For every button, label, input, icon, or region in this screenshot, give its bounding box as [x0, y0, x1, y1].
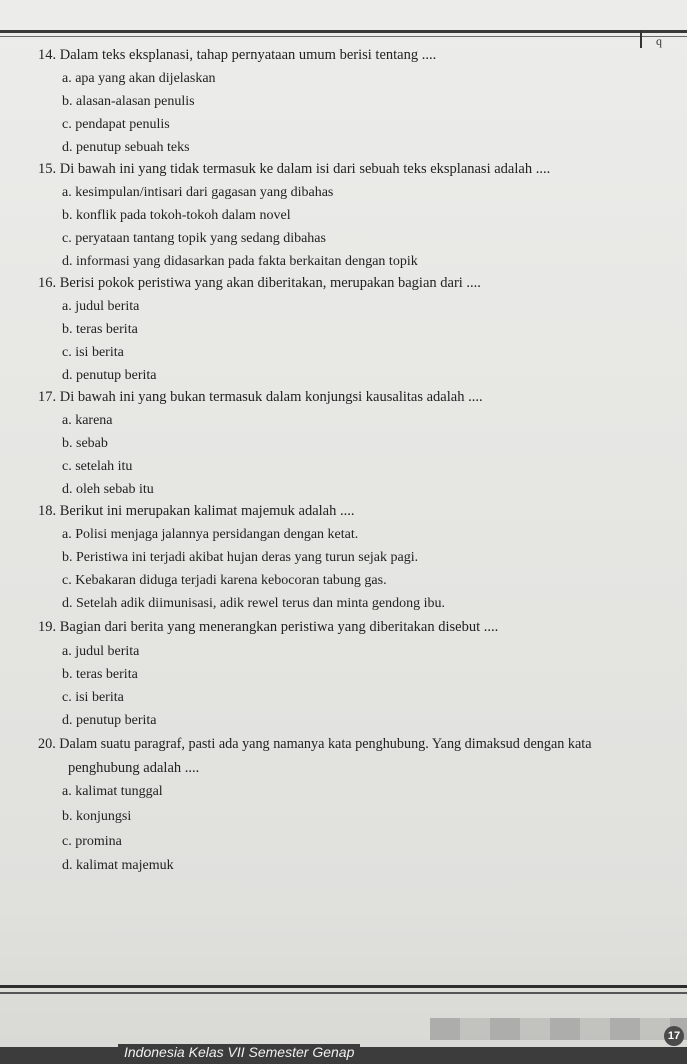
- question-text: Dalam suatu paragraf, pasti ada yang namanya kata penghubung. Yang dimaksud dengan kata: [59, 736, 592, 752]
- option: [62, 805, 131, 828]
- option-text: kalimat majemuk: [76, 858, 174, 873]
- option-text: konflik pada tokoh-tokoh dalam novel: [76, 208, 291, 223]
- question-number: 20.: [38, 736, 56, 752]
- option-letter: a.: [62, 185, 72, 200]
- option-letter: b.: [62, 322, 73, 337]
- option-letter: a.: [62, 644, 72, 659]
- option-letter: a.: [62, 527, 72, 542]
- option-text: judul berita: [75, 644, 140, 659]
- option: [62, 364, 156, 387]
- option-letter: d.: [62, 140, 73, 155]
- option: [62, 90, 195, 113]
- option-text: kesimpulan/intisari dari gagasan yang dibahas: [75, 185, 334, 200]
- question-number: 18.: [38, 503, 57, 519]
- option-text: Setelah adik diimunisasi, adik rewel terus dan minta gendong ibu.: [76, 596, 445, 611]
- option-letter: a.: [62, 413, 72, 428]
- question-text: Berikut ini merupakan kalimat majemuk adalah ....: [59, 503, 355, 519]
- question-text: Bagian dari berita yang menerangkan peristiwa yang diberitakan disebut ....: [59, 619, 499, 635]
- option: [62, 523, 358, 546]
- question-15: [38, 158, 550, 181]
- question-number: 14.: [38, 47, 57, 63]
- option-letter: a.: [62, 71, 72, 86]
- option-letter: b.: [62, 436, 73, 451]
- option-text: penutup berita: [76, 713, 157, 728]
- option-text: kalimat tunggal: [75, 784, 163, 799]
- option-letter: a.: [62, 299, 72, 314]
- option-text: promina: [75, 834, 122, 849]
- option-letter: c.: [62, 117, 72, 132]
- option-letter: d.: [62, 254, 73, 269]
- option-text: Kebakaran diduga terjadi karena kebocoran tabung gas.: [75, 573, 387, 588]
- option-text: konjungsi: [76, 809, 132, 824]
- option-text: informasi yang didasarkan pada fakta berkaitan dengan topik: [76, 254, 418, 269]
- option-text: oleh sebab itu: [76, 482, 154, 497]
- option: [62, 250, 418, 273]
- question-number: 16.: [38, 275, 57, 291]
- option-text: setelah itu: [75, 459, 133, 474]
- option: [62, 113, 170, 136]
- question-text: Di bawah ini yang bukan termasuk dalam konjungsi kausalitas adalah ....: [59, 389, 483, 405]
- option-letter: d.: [62, 596, 73, 611]
- option-letter: d.: [62, 482, 73, 497]
- option-text: karena: [75, 413, 113, 428]
- option-letter: c.: [62, 834, 72, 849]
- option: [62, 409, 113, 432]
- option-text: Polisi menjaga jalannya persidangan dengan ketat.: [75, 527, 359, 542]
- option: [62, 640, 139, 663]
- option-letter: b.: [62, 208, 73, 223]
- option-text: peryataan tantang topik yang sedang dibahas: [75, 231, 326, 246]
- option-letter: d.: [62, 858, 73, 873]
- question-number: 19.: [38, 619, 57, 635]
- option-letter: c.: [62, 345, 72, 360]
- option-letter: a.: [62, 784, 72, 799]
- question-18: [38, 500, 355, 523]
- bottom-rule-thin: [0, 992, 687, 994]
- option-text: sebab: [76, 436, 108, 451]
- top-rule-thin: [0, 36, 687, 37]
- option: [62, 709, 156, 732]
- option-letter: c.: [62, 459, 72, 474]
- footer-stripe: [430, 1018, 687, 1040]
- option: [62, 204, 291, 227]
- option: [62, 318, 138, 341]
- question-20-continuation: penghubung adalah ....: [68, 760, 200, 776]
- option-letter: d.: [62, 368, 73, 383]
- option-text: teras berita: [76, 667, 138, 682]
- footer-title: Indonesia Kelas VII Semester Genap: [118, 1044, 360, 1060]
- top-rule: [0, 30, 687, 33]
- question-19: [38, 616, 498, 639]
- option: [62, 455, 132, 478]
- option-text: alasan-alasan penulis: [76, 94, 195, 109]
- option: [62, 67, 216, 90]
- page-number-badge: 17: [664, 1026, 684, 1046]
- option: [62, 686, 124, 709]
- option: [62, 432, 108, 455]
- question-14: [38, 44, 436, 67]
- option-text: Peristiwa ini terjadi akibat hujan deras yang turun sejak pagi.: [76, 550, 419, 565]
- option-letter: b.: [62, 94, 73, 109]
- option-text: apa yang akan dijelaskan: [75, 71, 216, 86]
- option-text: isi berita: [75, 690, 124, 705]
- option-text: judul berita: [75, 299, 140, 314]
- question-text: Berisi pokok peristiwa yang akan diberitakan, merupakan bagian dari ....: [59, 275, 481, 291]
- option: [62, 546, 418, 569]
- option-text: pendapat penulis: [75, 117, 170, 132]
- bottom-rule: [0, 985, 687, 988]
- question-text: Dalam teks eksplanasi, tahap pernyataan umum berisi tentang ....: [59, 47, 437, 63]
- option: [62, 295, 139, 318]
- option-text: penutup sebuah teks: [76, 140, 190, 155]
- option-letter: c.: [62, 573, 72, 588]
- option-text: isi berita: [75, 345, 124, 360]
- option: [62, 341, 124, 364]
- option: [62, 830, 122, 853]
- option-letter: b.: [62, 550, 73, 565]
- question-text: Di bawah ini yang tidak termasuk ke dalam isi dari sebuah teks eksplanasi adalah ....: [59, 161, 551, 177]
- question-number: 15.: [38, 161, 57, 177]
- option: [62, 136, 190, 159]
- option: [62, 569, 387, 592]
- option: [62, 478, 154, 501]
- option-letter: b.: [62, 809, 73, 824]
- corner-mark: [640, 30, 654, 48]
- option: [62, 592, 445, 615]
- option-letter: b.: [62, 667, 73, 682]
- question-number: 17.: [38, 389, 57, 405]
- question-20: [38, 733, 592, 756]
- option-letter: c.: [62, 690, 72, 705]
- option: [62, 780, 163, 803]
- question-16: [38, 272, 481, 295]
- corner-label: q: [656, 34, 662, 48]
- option: [62, 854, 174, 877]
- option: [62, 181, 333, 204]
- question-17: [38, 386, 483, 409]
- option-letter: d.: [62, 713, 73, 728]
- option: [62, 227, 326, 250]
- option: [62, 663, 138, 686]
- option-text: teras berita: [76, 322, 138, 337]
- option-text: penutup berita: [76, 368, 157, 383]
- option-letter: c.: [62, 231, 72, 246]
